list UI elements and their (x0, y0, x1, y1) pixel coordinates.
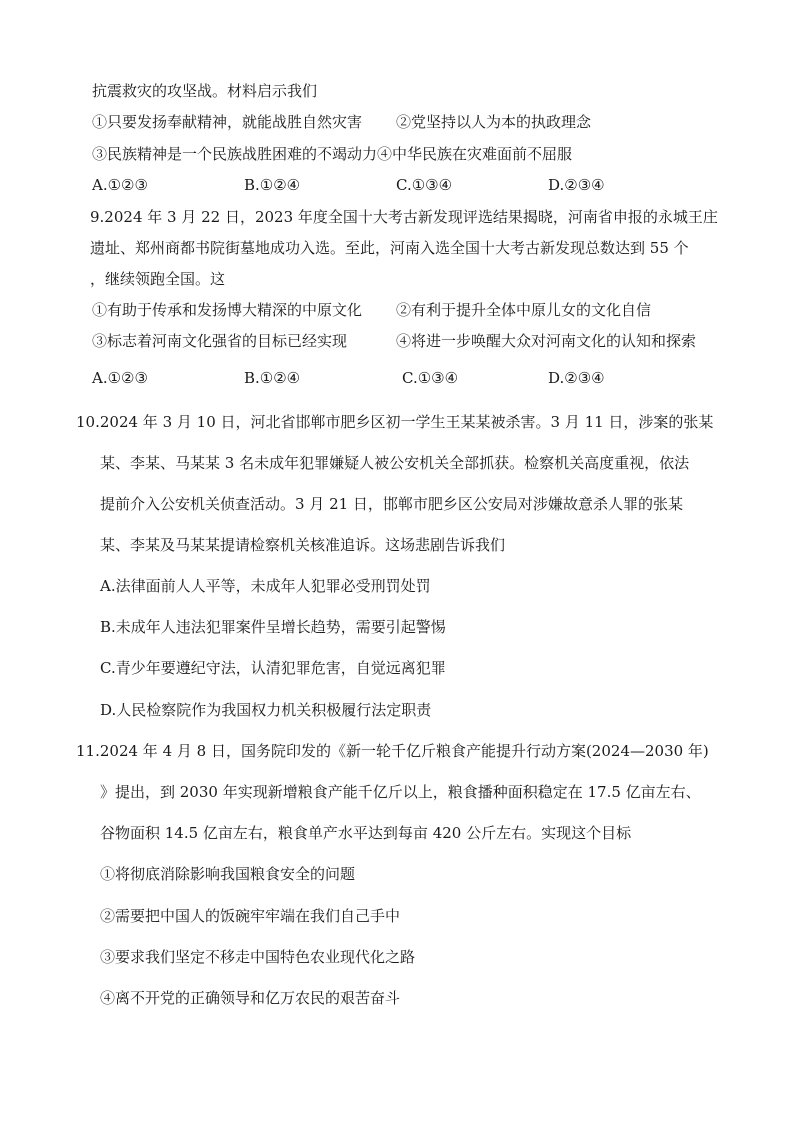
q8-item-2: ②党坚持以人为本的执政理念 (396, 113, 592, 131)
q9-choice-d: D.②③④ (548, 369, 605, 387)
q11-stem-line-1: 11.2024 年 4 月 8 日，国务院印发的《新一轮千亿斤粮食产能提升行动方案(2024—2030 年) (76, 742, 709, 760)
q8-choice-c: C.①③④ (396, 176, 453, 194)
q9-stem-line-2: 遗址、郑州商都书院街墓地成功入选。至此，河南入选全国十大考古新发现总数达到 55 个 (90, 239, 689, 257)
q8-item-1: ①只要发扬奉献精神，就能战胜自然灾害 (92, 113, 363, 131)
q10-stem-line-4: 某、李某及马某某提请检察机关核准追诉。这场悲剧告诉我们 (100, 536, 506, 554)
q10-choice-c: C.青少年要遵纪守法，认清犯罪危害，自觉远离犯罪 (100, 659, 446, 677)
q11-item-1: ①将彻底消除影响我国粮食安全的问题 (100, 865, 356, 883)
q11-item-4: ④离不开党的正确领导和亿万农民的艰苦奋斗 (100, 989, 401, 1007)
q8-choice-a: A.①②③ (92, 176, 148, 194)
q9-item-4: ④将进一步唤醒大众对河南文化的认知和探索 (396, 332, 697, 350)
q9-stem-line-1: 9.2024 年 3 月 22 日，2023 年度全国十大考古新发现评选结果揭晓，河南省申报的永城王庄 (90, 208, 718, 226)
q11-item-2: ②需要把中国人的饭碗牢牢端在我们自己手中 (100, 907, 401, 925)
q8-choice-d: D.②③④ (548, 176, 605, 194)
q11-stem-line-3: 谷物面积 14.5 亿亩左右，粮食单产水平达到每亩 420 公斤左右。实现这个目标 (100, 824, 632, 842)
q9-choice-c: C.①③④ (402, 369, 459, 387)
q10-stem-line-3: 提前介入公安机关侦查活动。3 月 21 日，邯郸市肥乡区公安局对涉嫌故意杀人罪的张某 (100, 495, 683, 513)
q9-item-2: ②有利于提升全体中原儿女的文化自信 (396, 301, 652, 319)
q9-item-3: ③标志着河南文化强省的目标已经实现 (92, 332, 348, 350)
q10-choice-b: B.未成年人违法犯罪案件呈增长趋势，需要引起警惕 (100, 618, 446, 636)
q8-choice-b: B.①②④ (244, 176, 301, 194)
q9-choice-b: B.①②④ (244, 369, 301, 387)
q8-item-3-4: ③民族精神是一个民族战胜困难的不竭动力④中华民族在灾难面前不屈服 (92, 145, 573, 163)
q10-stem-line-2: 某、李某、马某某 3 名未成年犯罪嫌疑人被公安机关全部抓获。检察机关高度重视，依法 (100, 454, 690, 472)
q10-choice-a: A.法律面前人人平等，未成年人犯罪必受刑罚处罚 (100, 577, 431, 595)
q8-stem-tail: 抗震救灾的攻坚战。材料启示我们 (92, 82, 318, 100)
q9-stem-line-3: ，继续领跑全国。这 (90, 270, 226, 288)
q11-stem-line-2: 》提出，到 2030 年实现新增粮食产能千亿斤以上，粮食播种面积稳定在 17.5 亿亩左右、 (100, 783, 701, 801)
q10-stem-line-1: 10.2024 年 3 月 10 日，河北省邯郸市肥乡区初一学生王某某被杀害。3 月 11 日，涉案的张某 (76, 413, 714, 431)
q9-choice-a: A.①②③ (92, 369, 148, 387)
q10-choice-d: D.人民检察院作为我国权力机关积极履行法定职责 (100, 701, 432, 719)
q11-item-3: ③要求我们坚定不移走中国特色农业现代化之路 (100, 948, 416, 966)
q9-item-1: ①有助于传承和发扬博大精深的中原文化 (92, 301, 363, 319)
